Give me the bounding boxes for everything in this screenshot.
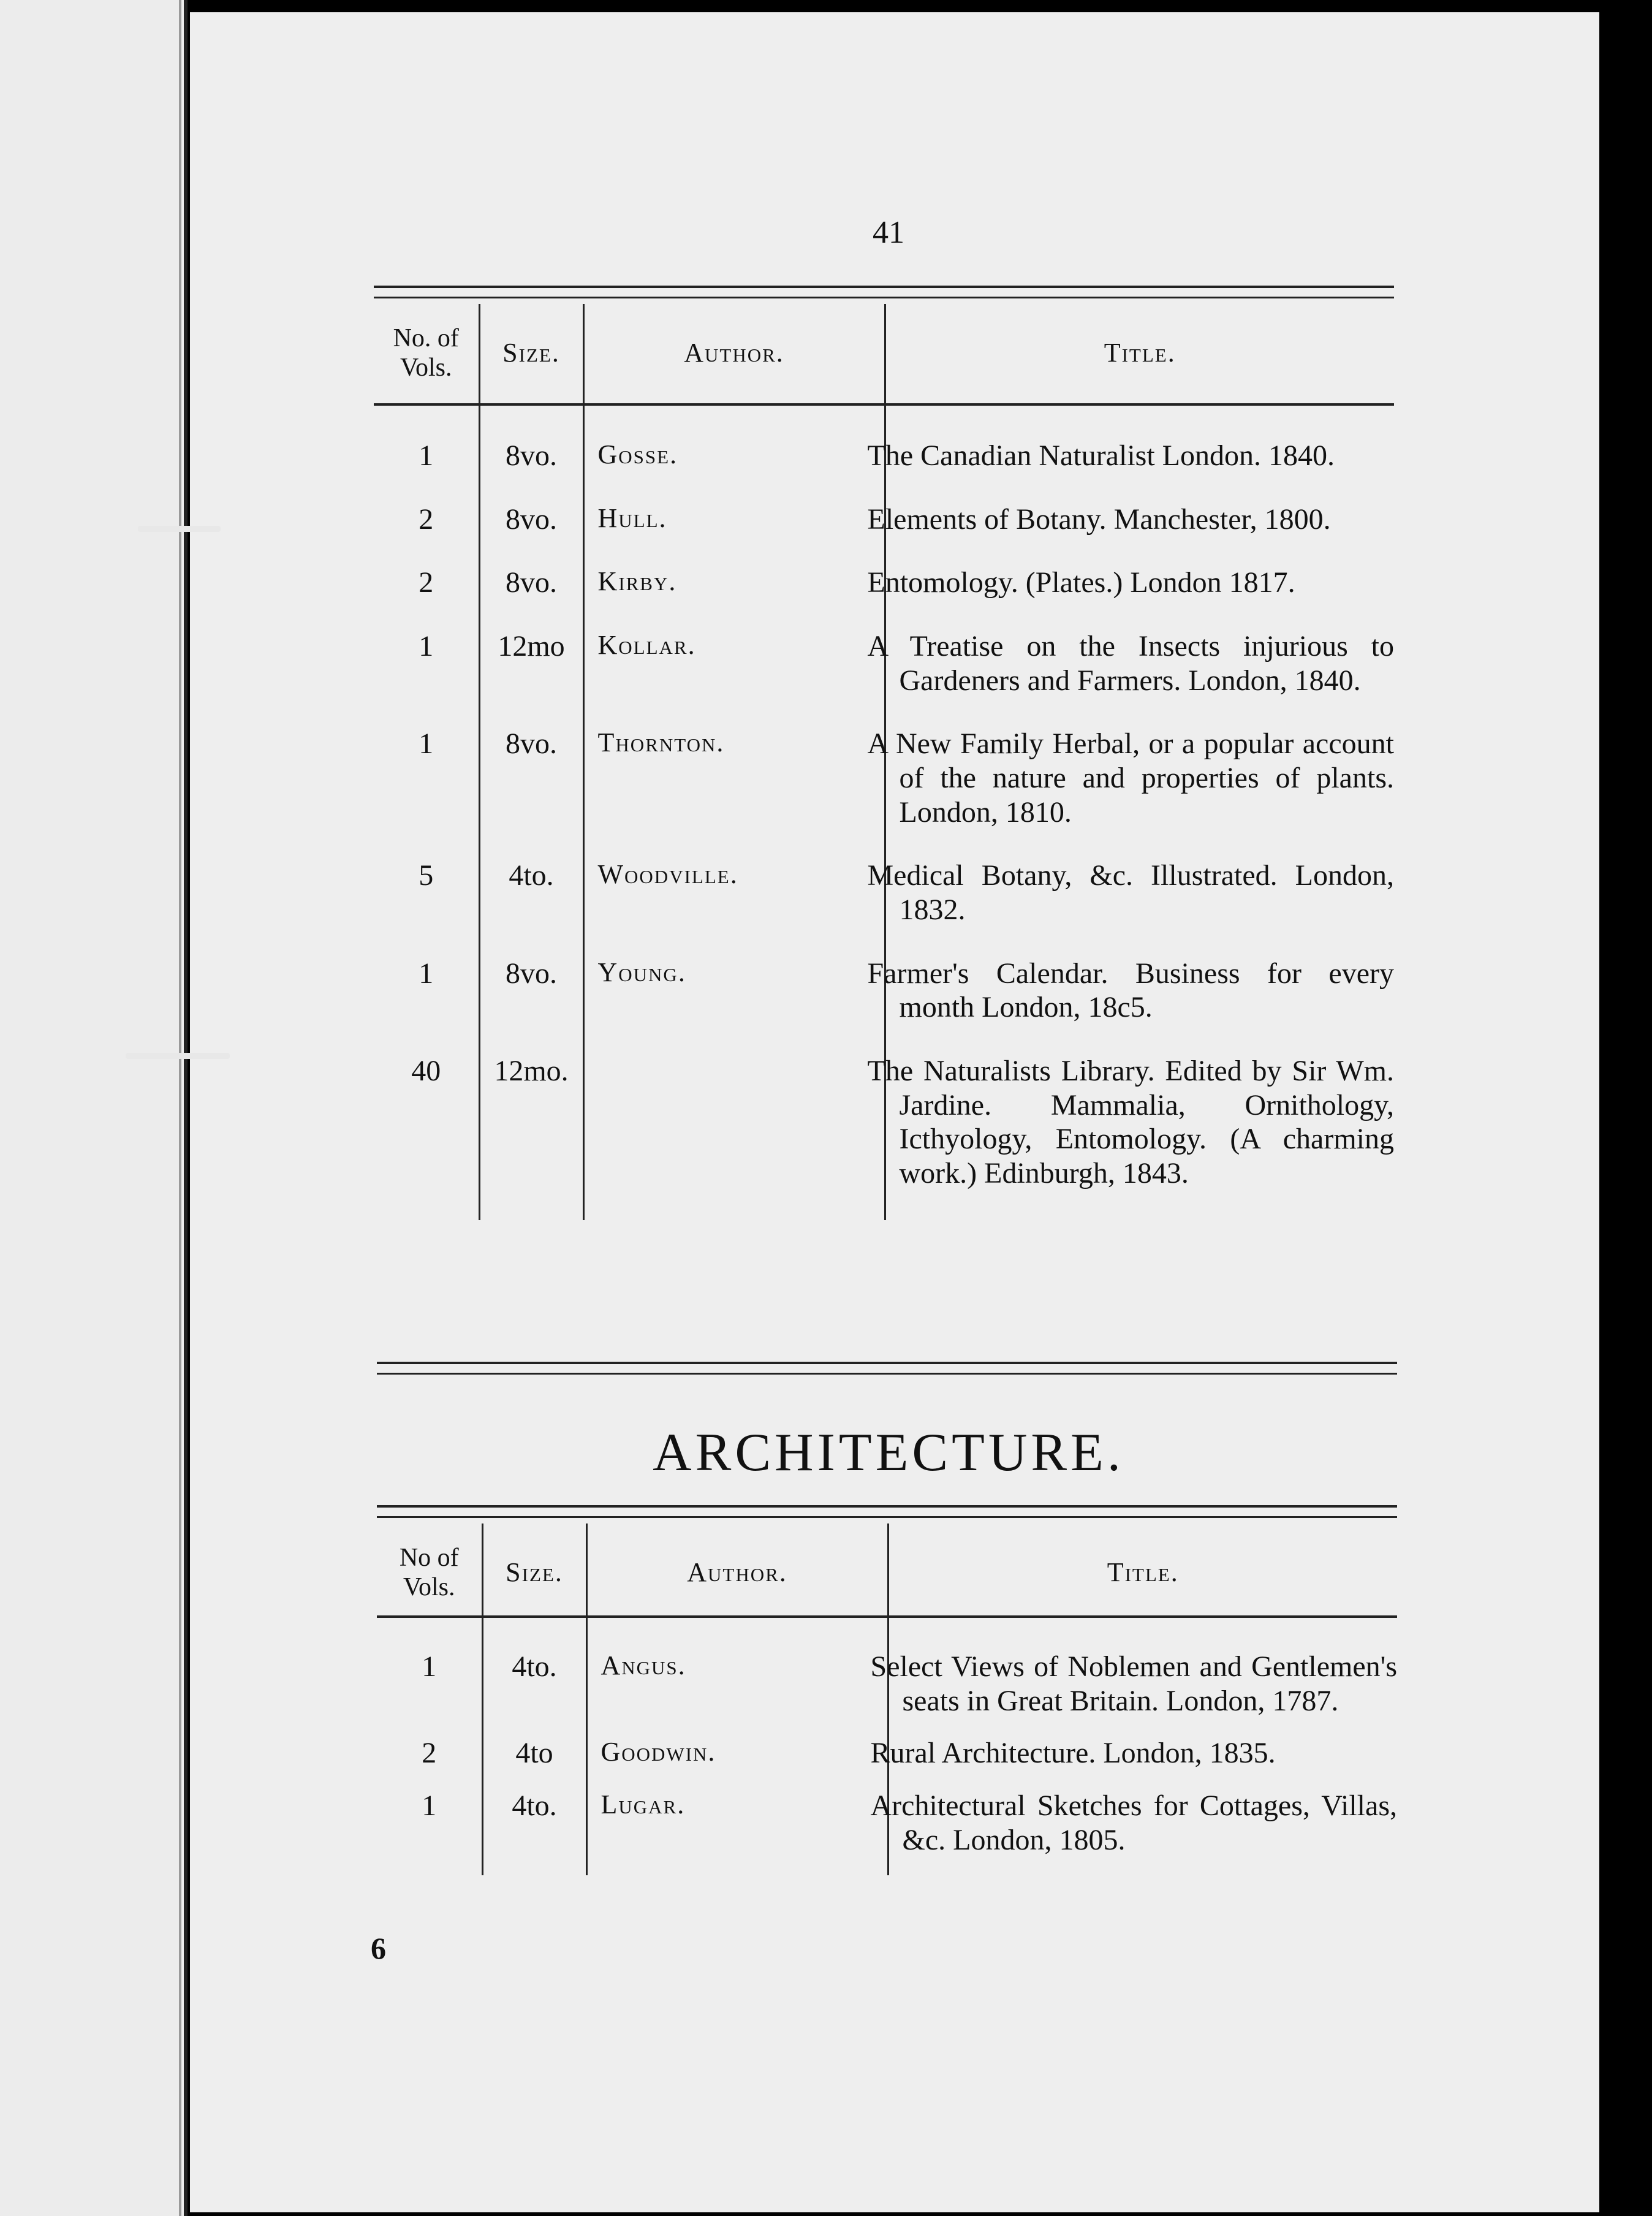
- catalogue-table-architecture: [377, 1524, 1397, 1875]
- table-row: [374, 727, 1394, 859]
- cell-vols: 1: [374, 439, 479, 503]
- table-top-rule: [374, 286, 1394, 298]
- cell-title: The Naturalists Library. Edited by Sir Wm. Jardine. Mammalia, Ornithology, Icthyology, Entomology. (A charming work.) Edinburgh, 1843.: [867, 1055, 1394, 1190]
- cell-author: Angus.: [586, 1650, 888, 1736]
- column-header-author: Author.: [583, 304, 885, 402]
- cell-size: 12mo: [479, 629, 583, 727]
- signature-mark: 6: [371, 1931, 386, 1965]
- cell-vols: 1: [377, 1789, 482, 1875]
- cell-vols: 1: [377, 1650, 482, 1736]
- binding-stitch: [138, 526, 221, 532]
- table-row: [377, 1650, 1397, 1736]
- cell-author: Gosse.: [583, 439, 885, 503]
- table-row: [374, 439, 1394, 503]
- table-body: [374, 402, 1394, 1220]
- cell-author: Goodwin.: [586, 1736, 888, 1789]
- cell-title: The Canadian Naturalist London. 1840.: [867, 439, 1335, 472]
- cell-size: 12mo.: [479, 1054, 583, 1220]
- cell-author: [583, 1054, 885, 1220]
- column-header-size: Size.: [482, 1524, 586, 1622]
- table-row: [374, 566, 1394, 629]
- cell-size: 8vo.: [479, 727, 583, 859]
- cell-author: Thornton.: [583, 727, 885, 859]
- cell-size: 8vo.: [479, 566, 583, 629]
- cell-title: Medical Botany, &c. Illustrated. London, 1832.: [867, 859, 1394, 927]
- cell-title: Rural Architecture. London, 1835.: [870, 1737, 1276, 1770]
- cell-vols: 1: [374, 957, 479, 1054]
- table-body: [377, 1622, 1397, 1875]
- catalogue-table-natural-history: [374, 304, 1394, 1220]
- cell-vols: 2: [374, 503, 479, 566]
- table-row: [374, 1054, 1394, 1220]
- cell-title: Farmer's Calendar. Business for every month London, 18c5.: [867, 957, 1394, 1024]
- cell-title: A New Family Herbal, or a popular account of the nature and properties of plants. London, 1810.: [867, 727, 1394, 829]
- cell-author: Hull.: [583, 503, 885, 566]
- table-top-rule: [377, 1505, 1397, 1518]
- binding-edge: [179, 0, 181, 2216]
- binding-stitch: [126, 1053, 230, 1059]
- column-header-title: Title.: [1107, 1557, 1179, 1587]
- cell-vols: 40: [374, 1054, 479, 1220]
- spacer-row: [374, 402, 1394, 439]
- cell-author: Young.: [583, 957, 885, 1054]
- cell-author: Kirby.: [583, 566, 885, 629]
- section-heading: ARCHITECTURE.: [653, 1423, 1124, 1482]
- cell-vols: 1: [374, 727, 479, 859]
- column-header-vols: No of Vols.: [377, 1524, 482, 1622]
- cell-size: 8vo.: [479, 439, 583, 503]
- column-header-title: Title.: [1104, 337, 1176, 368]
- cell-size: 4to.: [482, 1789, 586, 1875]
- page-edge-shadow: [1599, 12, 1652, 2216]
- table-header-row: [374, 304, 1394, 402]
- cell-title: A Treatise on the Insects injurious to Gardeners and Farmers. London, 1840.: [867, 630, 1394, 697]
- cell-title: Architectural Sketches for Cottages, Villas, &c. London, 1805.: [870, 1789, 1397, 1856]
- cell-vols: 5: [374, 859, 479, 956]
- spacer-row: [377, 1622, 1397, 1650]
- cell-size: 4to: [482, 1736, 586, 1789]
- cell-author: Lugar.: [586, 1789, 888, 1875]
- cell-title: Entomology. (Plates.) London 1817.: [867, 566, 1295, 599]
- table-row: [377, 1736, 1397, 1789]
- cell-size: 4to.: [482, 1650, 586, 1736]
- table-row: [377, 1789, 1397, 1875]
- cell-vols: 2: [377, 1736, 482, 1789]
- cell-vols: 2: [374, 566, 479, 629]
- cell-size: 8vo.: [479, 503, 583, 566]
- column-header-author: Author.: [586, 1524, 888, 1622]
- cell-size: 8vo.: [479, 957, 583, 1054]
- cell-title: Select Views of Noblemen and Gentlemen's seats in Great Britain. London, 1787.: [870, 1650, 1397, 1717]
- column-header-vols: No. of Vols.: [374, 304, 479, 402]
- column-header-size: Size.: [479, 304, 583, 402]
- table-row: [374, 503, 1394, 566]
- table-row: [374, 957, 1394, 1054]
- cell-size: 4to.: [479, 859, 583, 956]
- table-row: [374, 629, 1394, 727]
- table-row: [374, 859, 1394, 956]
- page-number: 41: [873, 215, 904, 250]
- cell-author: Woodville.: [583, 859, 885, 956]
- table-header-row: [377, 1524, 1397, 1622]
- cell-title: Elements of Botany. Manchester, 1800.: [867, 503, 1331, 536]
- cell-author: Kollar.: [583, 629, 885, 727]
- left-facing-page-strip: [0, 0, 188, 2216]
- cell-vols: 1: [374, 629, 479, 727]
- table-bottom-rule: [377, 1362, 1397, 1375]
